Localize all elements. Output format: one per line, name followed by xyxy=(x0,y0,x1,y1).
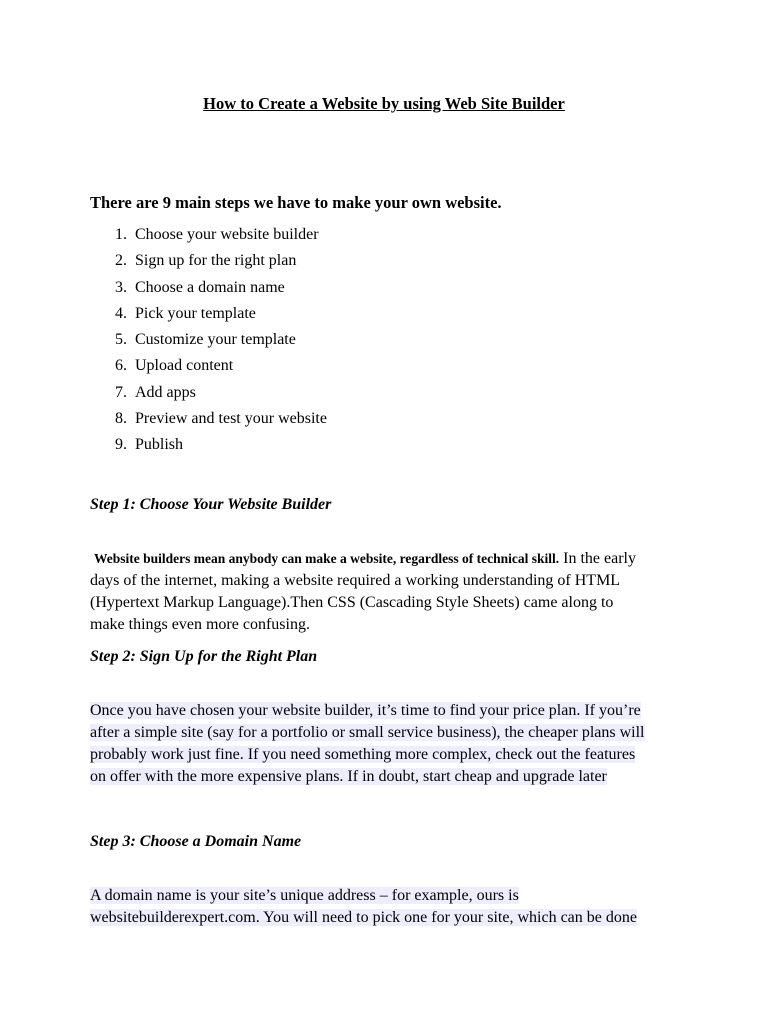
step3-line-1: A domain name is your site’s unique address – for example, ours is xyxy=(90,887,519,904)
list-text: Pick your template xyxy=(135,304,256,322)
list-text: Sign up for the right plan xyxy=(135,252,297,270)
list-text: Preview and test your website xyxy=(135,410,327,428)
step2-heading: Step 2: Sign Up for the Right Plan xyxy=(90,648,318,665)
list-text: Publish xyxy=(135,436,184,454)
list-number: 6. xyxy=(115,357,127,375)
step3-heading: Step 3: Choose a Domain Name xyxy=(90,833,302,850)
list-number: 3. xyxy=(115,278,127,296)
list-number: 8. xyxy=(115,410,127,428)
intro-sentence: There are 9 main steps we have to make your own website. xyxy=(90,193,502,212)
list-number: 2. xyxy=(115,252,127,270)
step1-paragraph xyxy=(90,548,690,636)
list-number: 5. xyxy=(115,331,127,349)
step2-line-3: probably work just fine. If you need something more complex, check out the features xyxy=(90,746,636,763)
list-text: Upload content xyxy=(135,357,234,375)
step2-line-4: on offer with the more expensive plans. If in doubt, start cheap and upgrade later xyxy=(90,768,607,785)
list-text: Customize your template xyxy=(135,331,296,349)
step1-line-2: days of the internet, making a website required a working understanding of HTML xyxy=(90,572,621,589)
step2-line-2: after a simple site (say for a portfolio or small service business), the cheaper plans will xyxy=(90,724,645,741)
list-text: Add apps xyxy=(135,383,196,401)
step3-paragraph xyxy=(90,885,690,929)
list-text: Choose a domain name xyxy=(135,278,285,296)
list-number: 9. xyxy=(115,436,127,454)
step3-line-2: websitebuilderexpert.com. You will need to pick one for your site, which can be done xyxy=(90,909,637,926)
step1-heading: Step 1: Choose Your Website Builder xyxy=(90,496,332,513)
step1-line-1 xyxy=(90,548,690,570)
step2-line-1: Once you have chosen your website builder, it’s time to find your price plan. If you’re xyxy=(90,702,641,719)
list-number: 1. xyxy=(115,226,127,243)
document-title: How to Create a Website by using Web Site Builder xyxy=(203,94,565,113)
step1-line-4: make things even more confusing. xyxy=(90,616,310,633)
step2-paragraph xyxy=(90,700,690,788)
step1-line-1-text: In the early xyxy=(563,550,636,567)
step1-line-3: (Hypertext Markup Language).Then CSS (Cascading Style Sheets) came along to xyxy=(90,594,614,611)
list-text: Choose your website builder xyxy=(135,226,319,243)
list-number: 7. xyxy=(115,383,127,401)
step1-lead: Website builders mean anybody can make a website, regardless of technical skill. xyxy=(94,551,560,566)
list-number: 4. xyxy=(115,304,127,322)
